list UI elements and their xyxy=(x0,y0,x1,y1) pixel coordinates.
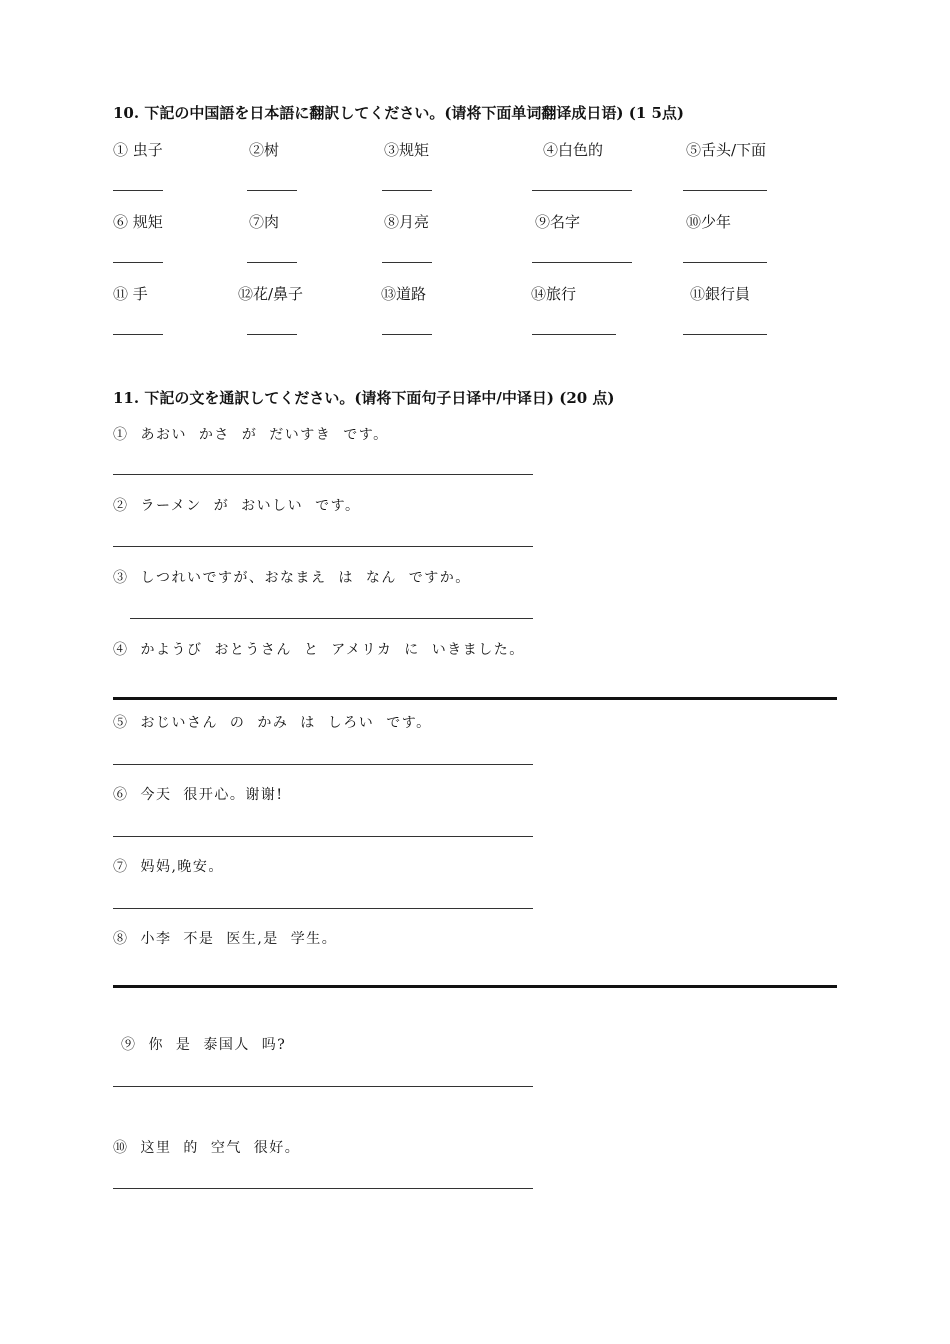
sentence-1: ① あおい かさ が だいすき です。 xyxy=(113,427,389,443)
sentence-8: ⑧ 小李 不是 医生,是 学生。 xyxy=(113,931,338,947)
section-10-heading: 10. 下記の中国語を日本語に翻訳してください。(请将下面单词翻译成日语) (1 5点) xyxy=(113,104,685,122)
word-7: ⑦肉 xyxy=(249,213,280,231)
answer-line-6[interactable] xyxy=(113,836,533,837)
answer-blank-3[interactable] xyxy=(382,190,432,191)
sentence-2: ② ラーメン が おいしい です。 xyxy=(113,498,361,514)
word-10: ⑩少年 xyxy=(686,213,732,231)
answer-line-4[interactable] xyxy=(113,697,837,700)
answer-blank-15[interactable] xyxy=(683,334,767,335)
answer-blank-8[interactable] xyxy=(382,262,432,263)
sentence-5: ⑤ おじいさん の かみ は しろい です。 xyxy=(113,715,432,731)
word-3: ③规矩 xyxy=(384,141,430,159)
word-13: ⑬道路 xyxy=(381,285,427,303)
word-11: ⑪ 手 xyxy=(113,285,148,303)
word-2: ②树 xyxy=(249,141,280,159)
sentence-3: ③ しつれいですが、おなまえ は なん ですか。 xyxy=(113,570,471,586)
answer-blank-1[interactable] xyxy=(113,190,163,191)
sentence-6: ⑥ 今天 很开心。谢谢! xyxy=(113,787,284,803)
answer-line-9[interactable] xyxy=(113,1086,533,1087)
answer-blank-14[interactable] xyxy=(532,334,616,335)
answer-blank-6[interactable] xyxy=(113,262,163,263)
sentence-4: ④ かようび おとうさん と アメリカ に いきました。 xyxy=(113,642,525,658)
answer-blank-7[interactable] xyxy=(247,262,297,263)
answer-line-2[interactable] xyxy=(113,546,533,547)
answer-line-5[interactable] xyxy=(113,764,533,765)
sentence-10: ⑩ 这里 的 空气 很好。 xyxy=(113,1140,301,1156)
word-8: ⑧月亮 xyxy=(384,213,430,231)
word-5: ⑤舌头/下面 xyxy=(686,141,767,159)
answer-blank-13[interactable] xyxy=(382,334,432,335)
answer-line-3[interactable] xyxy=(130,618,533,619)
word-14: ⑭旅行 xyxy=(531,285,577,303)
word-12: ⑫花/鼻子 xyxy=(238,285,304,303)
answer-blank-5[interactable] xyxy=(683,190,767,191)
section-11-heading: 11. 下記の文を通訳してください。(请将下面句子日译中/中译日) (20 点) xyxy=(113,389,615,407)
word-1: ① 虫子 xyxy=(113,141,163,159)
word-15: ⑪銀行員 xyxy=(690,285,751,303)
word-9: ⑨名字 xyxy=(535,213,581,231)
answer-line-1[interactable] xyxy=(113,474,533,475)
word-6: ⑥ 规矩 xyxy=(113,213,163,231)
sentence-9: ⑨ 你 是 泰国人 吗? xyxy=(121,1037,287,1053)
answer-blank-2[interactable] xyxy=(247,190,297,191)
answer-blank-4[interactable] xyxy=(532,190,632,191)
answer-blank-10[interactable] xyxy=(683,262,767,263)
answer-line-7[interactable] xyxy=(113,908,533,909)
answer-blank-9[interactable] xyxy=(532,262,632,263)
answer-line-10[interactable] xyxy=(113,1188,533,1189)
sentence-7: ⑦ 妈妈,晚安。 xyxy=(113,859,224,875)
answer-line-8[interactable] xyxy=(113,985,837,988)
answer-blank-11[interactable] xyxy=(113,334,163,335)
word-4: ④白色的 xyxy=(543,141,604,159)
answer-blank-12[interactable] xyxy=(247,334,297,335)
